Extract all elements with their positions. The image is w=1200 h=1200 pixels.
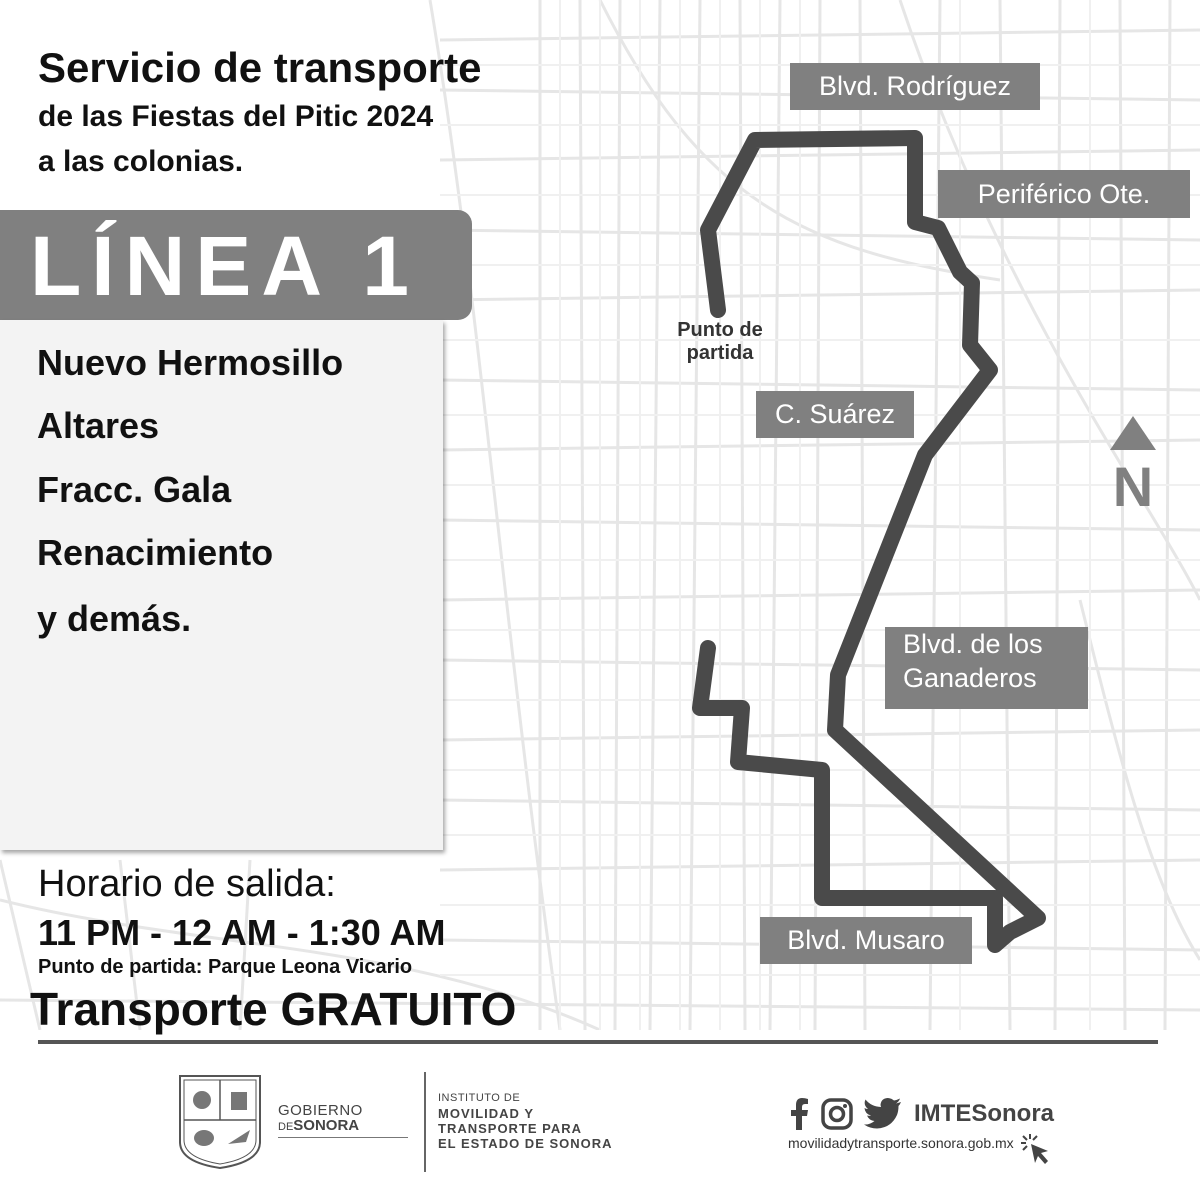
street-label-ganaderos [885,627,1088,709]
street-label-rodriguez: Blvd. Rodríguez [790,63,1040,110]
street-label-periferico: Periférico Ote. [938,170,1190,218]
north-label: N [1112,455,1154,514]
north-arrow-icon [1108,414,1158,514]
free-transport-notice: Transporte GRATUITO [30,983,517,1035]
twitter-icon[interactable] [864,1098,902,1130]
start-point-label [650,319,790,365]
colonia-item: Renacimiento [37,532,274,573]
street-label-suarez: C. Suárez [756,391,914,438]
cursor-click-icon [1020,1133,1054,1167]
start-point-label-line2: partida [686,342,754,364]
departure-point: Punto de partida: Parque Leona Vicario [38,956,413,978]
page-subtitle-line1: de las Fiestas del Pitic 2024 [38,100,434,133]
sonora-label: SONORA [293,1117,360,1134]
instagram-icon[interactable] [821,1098,853,1130]
colonia-item: Nuevo Hermosillo [37,342,344,383]
facebook-icon[interactable] [788,1098,810,1130]
gobierno-underline [278,1137,408,1138]
street-label-ganaderos-line1: Blvd. de los [903,629,1043,659]
de-sonora-label [278,1117,359,1134]
social-handle[interactable]: IMTESonora [914,1100,1055,1127]
colonia-item: y demás. [37,598,192,639]
colonia-item: Altares [37,405,160,446]
imte-label-line1: INSTITUTO DE [438,1092,521,1104]
schedule-title: Horario de salida: [38,863,336,905]
imte-label-line3: TRANSPORTE PARA [438,1121,583,1136]
street-label-musaro: Blvd. Musaro [760,917,972,964]
page-subtitle-line2: a las colonias. [38,145,244,178]
colonia-item: Fracc. Gala [37,469,232,510]
colonias-panel [0,320,443,850]
page-title: Servicio de transporte [38,44,482,91]
bus-route-line [700,138,1038,945]
street-label-ganaderos-line2: Ganaderos [903,663,1037,693]
sonora-seal-logo [176,1072,264,1172]
imte-label-line4: EL ESTADO DE SONORA [438,1136,613,1151]
website-link[interactable]: movilidadytransporte.sonora.gob.mx [788,1135,1014,1151]
de-label: DE [278,1121,294,1133]
footer-separator [424,1072,426,1172]
line-title: LÍNEA 1 [30,219,419,313]
schedule-times: 11 PM - 12 AM - 1:30 AM [38,912,446,953]
imte-label-line2: MOVILIDAD Y [438,1106,534,1121]
gobierno-label: GOBIERNO [278,1102,363,1119]
footer-divider [38,1040,1158,1044]
start-point-label-line1: Punto de [677,319,763,341]
